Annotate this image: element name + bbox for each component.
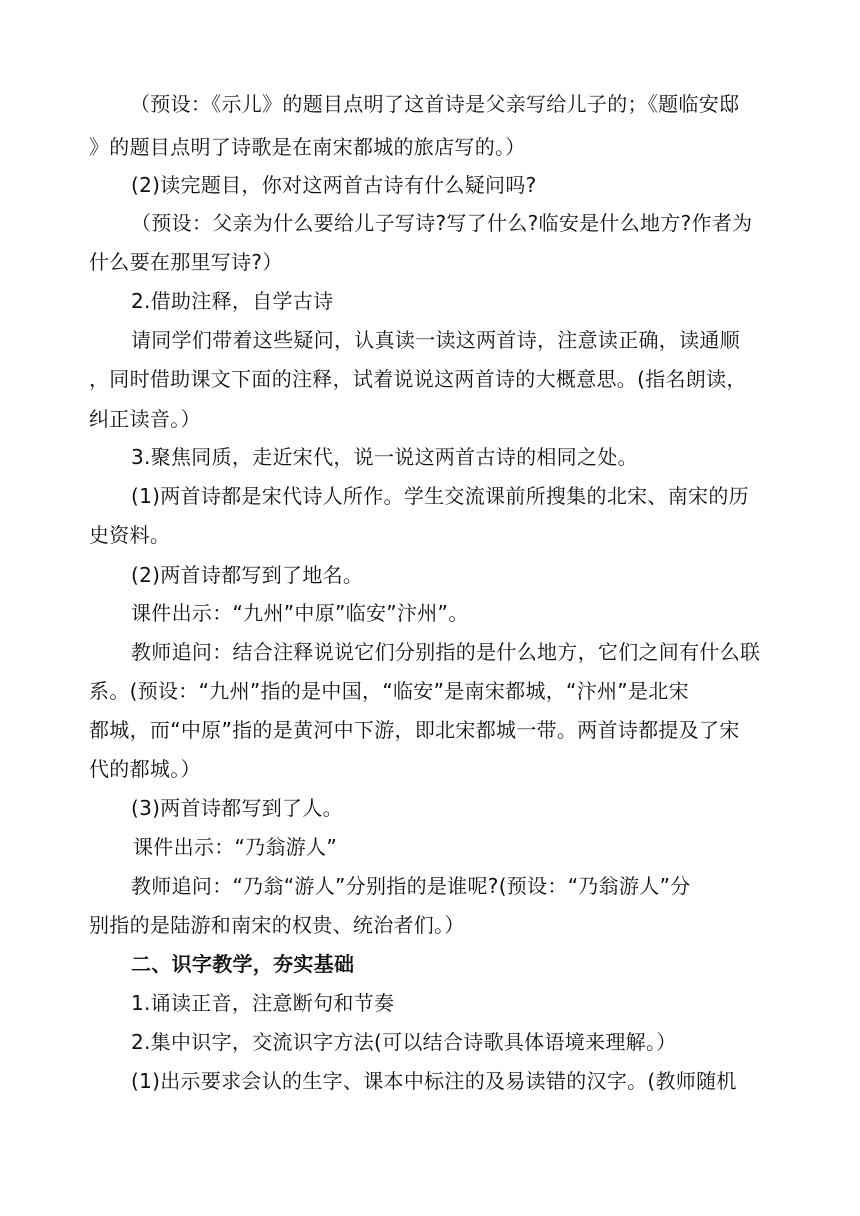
text-line: 教师追问：结合注释说说它们分别指的是什么地方，它们之间有什么联: [131, 640, 761, 664]
text-line: 教师追问：“乃翁“游人”分别指的是谁呢?(预设：“乃翁游人”分: [131, 874, 691, 898]
text-line: 》的题目点明了诗歌是在南宋都城的旅店写的。）: [89, 135, 526, 159]
text-line: (2)读完题目，你对这两首古诗有什么疑问吗?: [131, 173, 537, 197]
text-line: (2)两首诗都写到了地名。: [131, 563, 364, 587]
text-line: (3)两首诗都写到了人。: [131, 796, 343, 820]
text-line: ，同时借助课文下面的注释，试着说说这两首诗的大概意思。(指名朗读，: [89, 367, 747, 391]
text-line: (1)出示要求会认的生字、课本中标注的及易读错的汉字。(教师随机: [131, 1069, 737, 1093]
text-line: 课件出示：“乃翁游人”: [133, 835, 338, 859]
section-heading: 3.聚焦同质，走近宋代，说一说这两首古诗的相同之处。: [131, 445, 638, 469]
section-title: 二、识字教学，夯实基础: [131, 952, 355, 976]
text-line: （预设：《示儿》的题目点明了这首诗是父亲写给儿子的；《题临安邸: [130, 92, 740, 116]
text-line: (1)两首诗都是宋代诗人所作。学生交流课前所搜集的北宋、南宋的历: [131, 484, 749, 508]
text-line: 请同学们带着这些疑问，认真读一读这两首诗，注意读正确，读通顺: [131, 328, 740, 352]
section-heading: 2.集中识字，交流识字方法(可以结合诗歌具体语境来理解。）: [131, 1030, 677, 1054]
section-heading: 2.借助注释，自学古诗: [131, 289, 334, 313]
text-line: 课件出示：“九州”中原”临安”汴州”。: [131, 601, 469, 625]
text-line: 别指的是陆游和南宋的权贵、统治者们。）: [89, 913, 465, 937]
text-line: 什么要在那里写诗?）: [89, 250, 283, 274]
text-line: 系。(预设：“九州”指的是中国，“临安”是南宋都城，“汴州”是北宋: [89, 679, 689, 703]
text-line: （预设：父亲为什么要给儿子写诗?写了什么?临安是什么地方?作者为: [131, 211, 753, 235]
section-heading: 1.诵读正音，注意断句和节奏: [131, 991, 395, 1015]
text-line: 纠正读音。）: [89, 407, 201, 431]
text-line: 都城，而“中原”指的是黄河中下游，即北宋都城一带。两首诗都提及了宋: [89, 718, 740, 742]
text-line: 史资料。: [89, 523, 171, 547]
text-line: 代的都城。）: [89, 757, 201, 781]
